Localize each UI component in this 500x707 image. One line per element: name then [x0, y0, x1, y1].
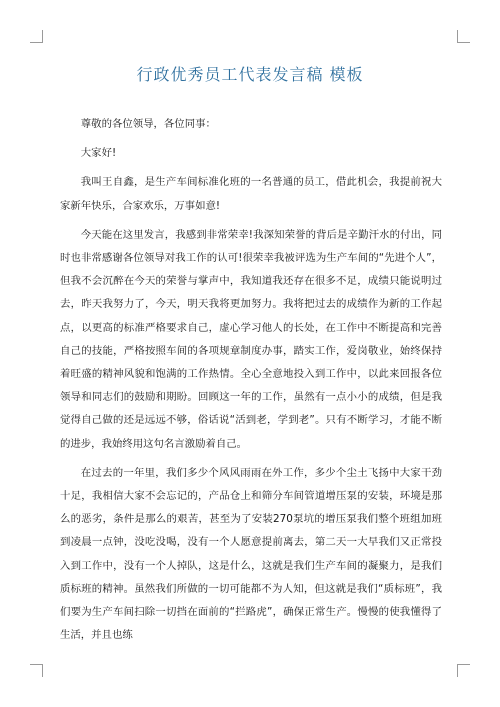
salutation-paragraph: 尊敬的各位领导，各位同事：: [80, 118, 216, 130]
greeting-paragraph: 大家好!: [80, 147, 117, 160]
crop-mark-top-left: [30, 30, 43, 43]
past-year-paragraph: 在过去的一年里，我们多少个风风雨雨在外工作，多少个尘土飞扬中大家干劲十足，我相信大家不会忘记的，产品仓上和筛分车间管道增压泵的安装，环境是那么的恶劣，条件是那么的艰苦，甚至为了安装270泵坑的增压泵我们整个班组加班到凌晨一点钟，没吃没喝，没有一个人愿意提前离去，第二天一大早我们又正常投入到工作中，没有一个人掉队，这是什么，这就是我们生产车间的凝聚力，是我们质标班的精神。虽然我们所做的一切可能都不为人知，但这就是我们“质标班”，我们要为生产车间扫除一切挡在面前的“拦路虎”，确保正常生产。慢慢的使我懂得了生活，并且也练: [60, 466, 442, 642]
honor-paragraph: 今天能在这里发言，我感到非常荣幸!我深知荣誉的背后是辛勤汗水的付出，同时也非常感谢各位领导对我工作的认可!很荣幸我被评选为生产车间的“先进个人”，但我不会沉醉在今天的荣誉与掌声中，我知道我还存在很多不足，成绩只能说明过去，昨天我努力了，今天，明天我将更加努力。我将把过去的成绩作为新的工作起点，以更高的标准严格要求自己，虚心学习他人的长处，在工作中不断提高和完善自己的技能，严格按照车间的各项规章制度办事，踏实工作，爱岗敬业，始终保持着旺盛的精神风貌和饱满的工作热情。全心全意地投入到工作中，以此来回报各位领导和同志们的鼓励和期盼。回顾这一年的工作，虽然有一点小小的成绩，但是我觉得自己做的还是远远不够，俗话说“活到老，学到老”。只有不断学习，才能不断的进步，我始终用这句名言激励着自己。: [60, 228, 442, 450]
document-title: 行政优秀员工代表发言稿 模板: [136, 65, 364, 84]
document-body: [60, 113, 442, 647]
crop-mark-bottom-right: [457, 664, 470, 677]
introduction-paragraph: 我叫王自鑫，是生产车间标准化班的一名普通的员工，借此机会，我提前祝大家新年快乐，合家欢乐，万事如意!: [60, 176, 442, 212]
crop-mark-top-right: [457, 30, 470, 43]
crop-mark-bottom-left: [30, 664, 43, 677]
